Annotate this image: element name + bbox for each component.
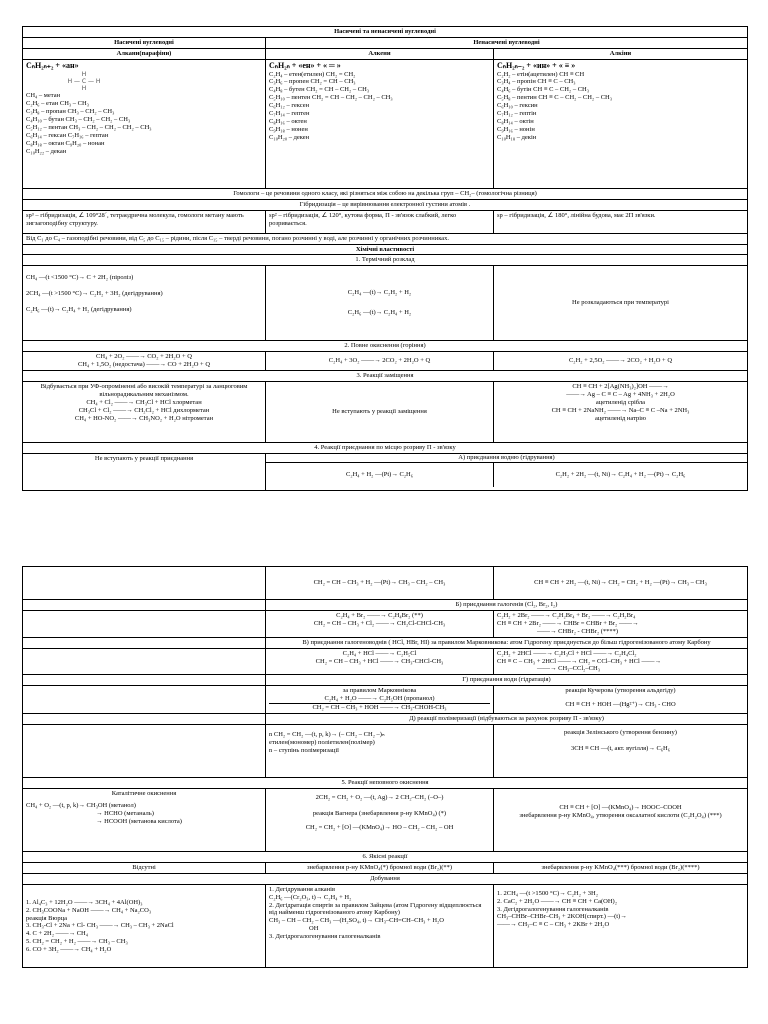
alkenes-substitution: Не вступають у реакції заміщення <box>266 382 494 442</box>
alkynes-hybridization: sp – гібридизація, ∠ 180°, лінійна будова, має 2Π зв'язки. <box>497 211 656 219</box>
list-item: C₆H₁₄ – гексан C₇H₁₆ – гептан <box>26 132 109 140</box>
list-item: C₁₀H₁₈ – декін <box>497 133 537 141</box>
list-item: C₅H₈ – пентин CH ≡ C – CH₂ – CH₂ – CH₃ <box>497 94 612 102</box>
alkenes-oxidation: 2CH₂ = CH₂ + O₂ —(t, Ag)→ 2 CH₂–CH₂ (–O–) реакція Вагнера (знебарвлення р-ну KMnO₄) (*) CH₂ = CH₂ + [O] —(KMnO₄)→ HO – CH₂ – CH₂ – OH <box>266 789 494 851</box>
alkynes-qualitative: знебарвлення р-ну KMnO₄(***) бромної води (Br₂)(****) <box>541 863 700 871</box>
physical-state-row <box>23 234 747 245</box>
empty-cell <box>23 714 266 724</box>
section-title-row <box>23 255 747 266</box>
chem-props-row <box>23 245 747 256</box>
alkynes-hydration: реакція Кучерова (утворення альдегіду) CH ≡ CH + HOH —(Hg²⁺)→ CH₃ - CHO <box>565 687 676 709</box>
table-title: Насичені та ненасичені вуглеводні <box>334 28 436 35</box>
alkynes-halogenation: C₂H₂ + 2Br₂ ——→ C₂H₂Br₄ + Br₂ ——→ C₂H₂Br₄ CH ≡ CH + 2Br₂ ——→ CHBr = CHBr + Br₂ ——→ ——→ CHBr₂ - CHBr₂ (****) <box>497 611 639 635</box>
polymerization-title-row <box>23 714 747 725</box>
alkenes-thermal: C₂H₄ —(t)→ C₂H₂ + H₂ C₂H₆ —(t)→ C₂H₄ + H₂ <box>266 266 494 340</box>
alkanes-preparation: 1. Al₄C₃ + 12H₂O ——→ 3CH₄ + 4Al(OH)₃ 2. CH₃COONa + NaOH ——→ CH₄ + Na₂CO₃ реакція Вюрца 3. CH₃-Cl + 2Na + Cl- CH₃ ——→ CH₃ – CH₃ + 2NaCl 4. C + 2H₂ ——→ CH₄ 5. CH₂ = CH₂ + H₂ ——→ CH₃ – CH₃ 6. CO + 3H₂ ——→ CH₄ + H₂O <box>23 885 266 967</box>
section-title: Добування <box>370 874 400 882</box>
list-item: C₁₀H₂₀ – декен <box>269 133 310 141</box>
list-item: C₂H₆ – етан CH₃ – CH₃ <box>26 100 89 108</box>
section-title-row <box>23 443 747 454</box>
section-title-row <box>23 874 747 885</box>
halogen-row <box>23 611 747 638</box>
homologues-definition: Гомологи – це речовини одного класу, які різняться між собою на декілька груп – CH₂– (гомологічна різниця) <box>233 189 537 197</box>
section-title: 2. Повне окиснення (горіння) <box>344 342 426 350</box>
subsection-title: Д) реакції полімеризації (відбуваються за рахунок розриву Π - зв'язку) <box>409 715 604 723</box>
hydrohalogen-title-row <box>23 638 747 649</box>
preparation-row <box>23 885 747 967</box>
list-item: C₅H₁₀ – пентен CH₂ = CH – CH₂ – CH₂ – CH₃ <box>269 94 393 102</box>
empty-cell <box>23 675 266 685</box>
section-title: 5. Реакції неповного окиснення <box>341 778 429 786</box>
alkenes-hydration: за правилом Марковнікова C₂H₄ + H₂O ——→ C₂H₅OH (пропанол) CH₂ = CH – CH₃ + HOH ——→ CH₃-CHOH-CH₃ <box>266 686 494 713</box>
alkenes-series <box>266 60 494 188</box>
alkanes-addition: Не вступають у реакції приєднання <box>23 454 266 490</box>
physical-state: Від C₁ до C₄ – газоподібні речовини, від C₅ до C₁₅ – рідини, після C₁₅ – тверді речовини, погано розчинні у воді, але розчинні у органічних розчинниках. <box>26 234 450 242</box>
title-row <box>23 27 747 38</box>
alkanes-series <box>23 60 266 188</box>
alkenes-combustion: C₂H₄ + 3O₂ ——→ 2CO₂ + 2H₂O + Q <box>266 352 494 370</box>
empty-cell <box>23 611 266 637</box>
saturated-header: Насичені вуглеводні <box>23 38 266 48</box>
empty-cell <box>23 567 266 599</box>
list-item: C₄H₈ – бутен CH₂ = CH – CH₂ – CH₃ <box>269 86 370 94</box>
section-title: 6. Якісні реакції <box>362 852 408 860</box>
summary-table-part-2 <box>22 566 748 968</box>
combustion-row <box>23 352 747 371</box>
list-item: C₉H₁₆ – нонін <box>497 125 535 133</box>
hydration-title-row <box>23 675 747 686</box>
alkenes-header: Алкени <box>266 49 494 59</box>
subsection-title: А) приєднання водню (гідрування) <box>266 454 747 463</box>
alkanes-oxidation: Каталітичне окиснення CH₄ + O₂ —(t, p, k)→ CH₃OH (метанол) → HCHO (метаналь) → HCOOH (метанова кислота) <box>23 789 266 851</box>
group-header-row <box>23 38 747 49</box>
hydrogenation-row-2 <box>23 567 747 600</box>
alkynes-polymerization: реакція Зелінського (утворення бензину) 3CH ≡ CH —(t, акт. вугілля)→ C₆H₆ <box>564 728 677 752</box>
list-item: C₆H₁₀ – гексин <box>497 102 538 110</box>
alkenes-qualitative: знебарвлення р-ну KMnO₄(*) бромної води (Br₂)(**) <box>266 863 494 873</box>
alkanes-combustion: CH₄ + 2O₂ ——→ CO₂ + 2H₂O + Q CH₄ + 1,5O₂ (недостача) ——→ CO + 2H₂O + Q <box>23 352 266 370</box>
methane-structure: H H — C — H H <box>67 70 101 93</box>
list-item: C₅H₁₂ – пентан CH₃ – CH₂ – CH₂ – CH₂ – CH₃ <box>26 124 152 132</box>
alkenes-hydrohalogenation: C₂H₄ + HCl ——→ C₂H₅Cl CH₂ = CH – CH₃ + HCl ——→ CH₃-CHCl-CH₃ <box>266 649 494 675</box>
alkenes-halogenation: C₂H₄ + Br₂ ——→ C₂H₄Br₂ (**) CH₂ = CH – CH₃ + Cl₂ ——→ CH₂Cl-CHCl-CH₃ <box>266 611 494 637</box>
list-item: C₈H₁₈ – октан C₉H₂₀ – нонан <box>26 139 105 147</box>
list-item: C₃H₈ – пропан CH₃ – CH₂ – CH₃ <box>26 108 115 116</box>
hydrohalogen-row <box>23 649 747 676</box>
empty-cell <box>23 686 266 713</box>
alkanes-thermal: CH₄ —(t <1500 °C)→ C + 2H₂ (піроліз) 2CH₄ —(t >1500 °C)→ C₂H₂ + 3H₂ (дегідрування) C₂H₆ —(t)→ C₂H₄ + H₂ (дегідрування) <box>23 266 266 340</box>
list-item: C₈H₁₆ – октен <box>269 118 307 126</box>
alkenes-hydrogenation: C₂H₄ + H₂ —(Pt)→ C₂H₆ <box>266 463 494 487</box>
section-title: 1. Термічний розклад <box>355 256 415 264</box>
class-header-row <box>23 49 747 60</box>
hydrogenation-block <box>266 454 747 490</box>
list-item: C₇H₁₂ – гептін <box>497 110 537 118</box>
subsection-title: В) приєднання галогеноводнів ( HCl, HBr, HI) за правилом Марковникова: атом Гідрогену приєднується до більш гідрогенізованого атому Карбону <box>302 638 711 646</box>
homologues-row <box>23 189 747 200</box>
alkynes-hydrohalogenation: C₂H₂ + 2HCl ——→ C₂H₃Cl + HCl ——→ C₂H₄Cl₂ CH ≡ C – CH₃ + 2HCl ——→ CH₂ = CCl–CH₃ + HCl ——→ ——→ CH₃–CCl₂–CH₃ <box>497 649 661 673</box>
alkenes-preparation: 1. Дегідрування алканів C₂H₆ —(Cr₂O₃, t)→ C₂H₄ + H₂ 2. Дегідратація спиртів за правилом Зайцева (атом Гідрогену відщеплюється від найменш гідрогенізованого атому Карбону) CH₃ – CH – CH₂ – CH₃ —(H₂SO₄, t)→ CH₃–CH=CH–CH₃ + H₂O OH 3. Дегідрогалогенування галогеналканів <box>266 885 494 967</box>
homolog-series-row <box>23 60 747 189</box>
alkynes-hydrogenation: C₂H₂ + 2H₂ —(t, Ni)→ C₂H₄ + H₂ —(Pt)→ C₂H₆ <box>555 470 686 478</box>
qualitative-row <box>23 863 747 874</box>
list-item: C₃H₆ – пропен CH₂ = CH – CH₃ <box>269 78 356 86</box>
list-item: C₄H₆ – бутін CH ≡ C – CH₂ – CH₃ <box>497 86 589 94</box>
list-item: C₄H₁₀ – бутан CH₃ – CH₂ – CH₂ – CH₃ <box>26 116 131 124</box>
propene-hydrogenation: CH₂ = CH – CH₃ + H₂ —(Pt)→ CH₃ – CH₂ – CH₃ <box>266 567 494 599</box>
empty-cell <box>23 638 266 648</box>
unsaturated-header: Ненасичені вуглеводні <box>473 38 540 46</box>
alkynes-oxidation: CH ≡ CH + [O] —(KMnO₄)→ HOOC–COOH знебарвлення р-ну KMnO₄, утворення оксалатної кислоти (C₂H₂O₄) (***) <box>519 803 722 819</box>
hybridization-row <box>23 200 747 211</box>
section-title-row <box>23 852 747 863</box>
subsection-title: Г) приєднання води (гідратація) <box>462 676 551 684</box>
alkynes-combustion: C₂H₂ + 2,5O₂ ——→ 2CO₂ + H₂O + Q <box>568 357 673 365</box>
thermal-row <box>23 266 747 341</box>
list-item: C₂H₂ – етін(ацетилен) CH ≡ CH <box>497 70 585 78</box>
section-title: 3. Реакції заміщення <box>356 372 414 380</box>
partial-oxidation-row <box>23 789 747 852</box>
subsection-title: Б) приєднання галогенів (Cl₂, Br₂, I₂) <box>455 601 558 608</box>
hydration-row <box>23 686 747 714</box>
alkynes-substitution: CH ≡ CH + 2[Ag(NH₃)₂]OH ——→ ——→ Ag – C ≡ C – Ag + 4NH₃ + 2H₂O ацетиленід срібла CH ≡ CH + 2NaNH₂ ——→ Na–C ≡ C –Na + 2NH₃ ацетиленід натрію <box>551 383 690 422</box>
alkenes-hybridization: sp² – гібридизація, ∠ 120°, кутова форма, Π - зв'язок слабкий, легко розривається. <box>266 211 494 233</box>
empty-cell <box>23 600 266 610</box>
alkanes-qualitative: Відсутні <box>23 863 266 873</box>
list-item: CH₄ – метан <box>26 92 61 100</box>
summary-table-part-1 <box>22 26 748 491</box>
alkanes-formula: CₙH₂ₙ₊₂ + «ан» <box>26 60 79 70</box>
alkynes-thermal: Не розкладаються при температурі <box>572 299 669 307</box>
alkanes-substitution: Відбувається при УФ-опроміненні або високій температурі за ланцюговим вільнорадикальним механізмом. CH₄ + Cl₂ ——→ CH₃Cl + HCl хлорметан CH₃Cl + Cl₂ ——→ CH₂Cl₂ + HCl дихлорметан CH₄ + HO-NO₂ ——→ CH₃NO₂ + H₂O нітрометан <box>23 382 266 442</box>
list-item: C₇H₁₄ – гептен <box>269 110 310 118</box>
halogen-title-row <box>23 600 747 611</box>
section-title: 4. Реакції приєднання по місцю розриву Π - зв'язку <box>314 444 456 452</box>
hydrogenation-row <box>23 454 747 490</box>
alkenes-polymerization: n CH₂ = CH₂ —(t, p, k)→ (– CH₂ – CH₂ –)ₙ етилен(мономер) поліетилен(полімер) n – ступінь полімеризації <box>266 725 494 777</box>
alkanes-hybridization: sp³ – гібридизація, ∠ 109°28´, тетраедрична молекула, гомологи метану мають зигзагоподібну структуру. <box>23 211 266 233</box>
acetylene-hydrogenation: CH ≡ CH + 2H₂ —(t, Ni)→ CH₂ = CH₂ + H₂ —(Pt)→ CH₃ – CH₃ <box>534 579 707 587</box>
empty-cell <box>23 649 266 675</box>
polymerization-row <box>23 725 747 778</box>
list-item: C₉H₁₈ – нонен <box>269 125 308 133</box>
substitution-row <box>23 382 747 443</box>
list-item: C₆H₁₂ – гексен <box>269 102 310 110</box>
section-title-row <box>23 371 747 382</box>
list-item: C₈H₁₄ – октін <box>497 118 534 126</box>
list-item: C₃H₄ – пропін CH ≡ C – CH₃ <box>497 78 576 86</box>
alkynes-preparation: 1. 2CH₄ —(t >1500 °C)→ C₂H₂ + 3H₂ 2. CaC₂ + 2H₂O ——→ CH ≡ CH + Ca(OH)₂ 3. Дегідрогалогенування галогеналканів CH₃–CHBr–CHBr–CH₃ + 2KOH(спирт.) —(t)→ ——→ CH₃–C ≡ C – CH₃ + 2KBr + 2H₂O <box>497 889 627 929</box>
hybridization-types-row <box>23 211 747 234</box>
section-title-row <box>23 341 747 352</box>
alkanes-header: Алкани(парафіни) <box>23 49 266 59</box>
hybridization-definition: Гібридизація – це вирівнювання електронної густини атомів . <box>299 200 471 208</box>
empty-cell <box>23 725 266 777</box>
alkynes-formula: CₙH₂ₙ₋₂ + «ин» + « ≡ » <box>497 60 576 70</box>
list-item: C₂H₄ – етен(етилен) CH₂ = CH₂ <box>269 70 356 78</box>
chem-props-title: Хімічні властивості <box>355 245 415 253</box>
alkynes-header: Алкіни <box>609 49 632 57</box>
alkenes-formula: CₙH₂ₙ + «ен» + « ═ » <box>269 60 341 70</box>
alkynes-series <box>494 60 747 188</box>
list-item: C₁₀H₂₂ – декан <box>26 147 67 155</box>
section-title-row <box>23 778 747 789</box>
